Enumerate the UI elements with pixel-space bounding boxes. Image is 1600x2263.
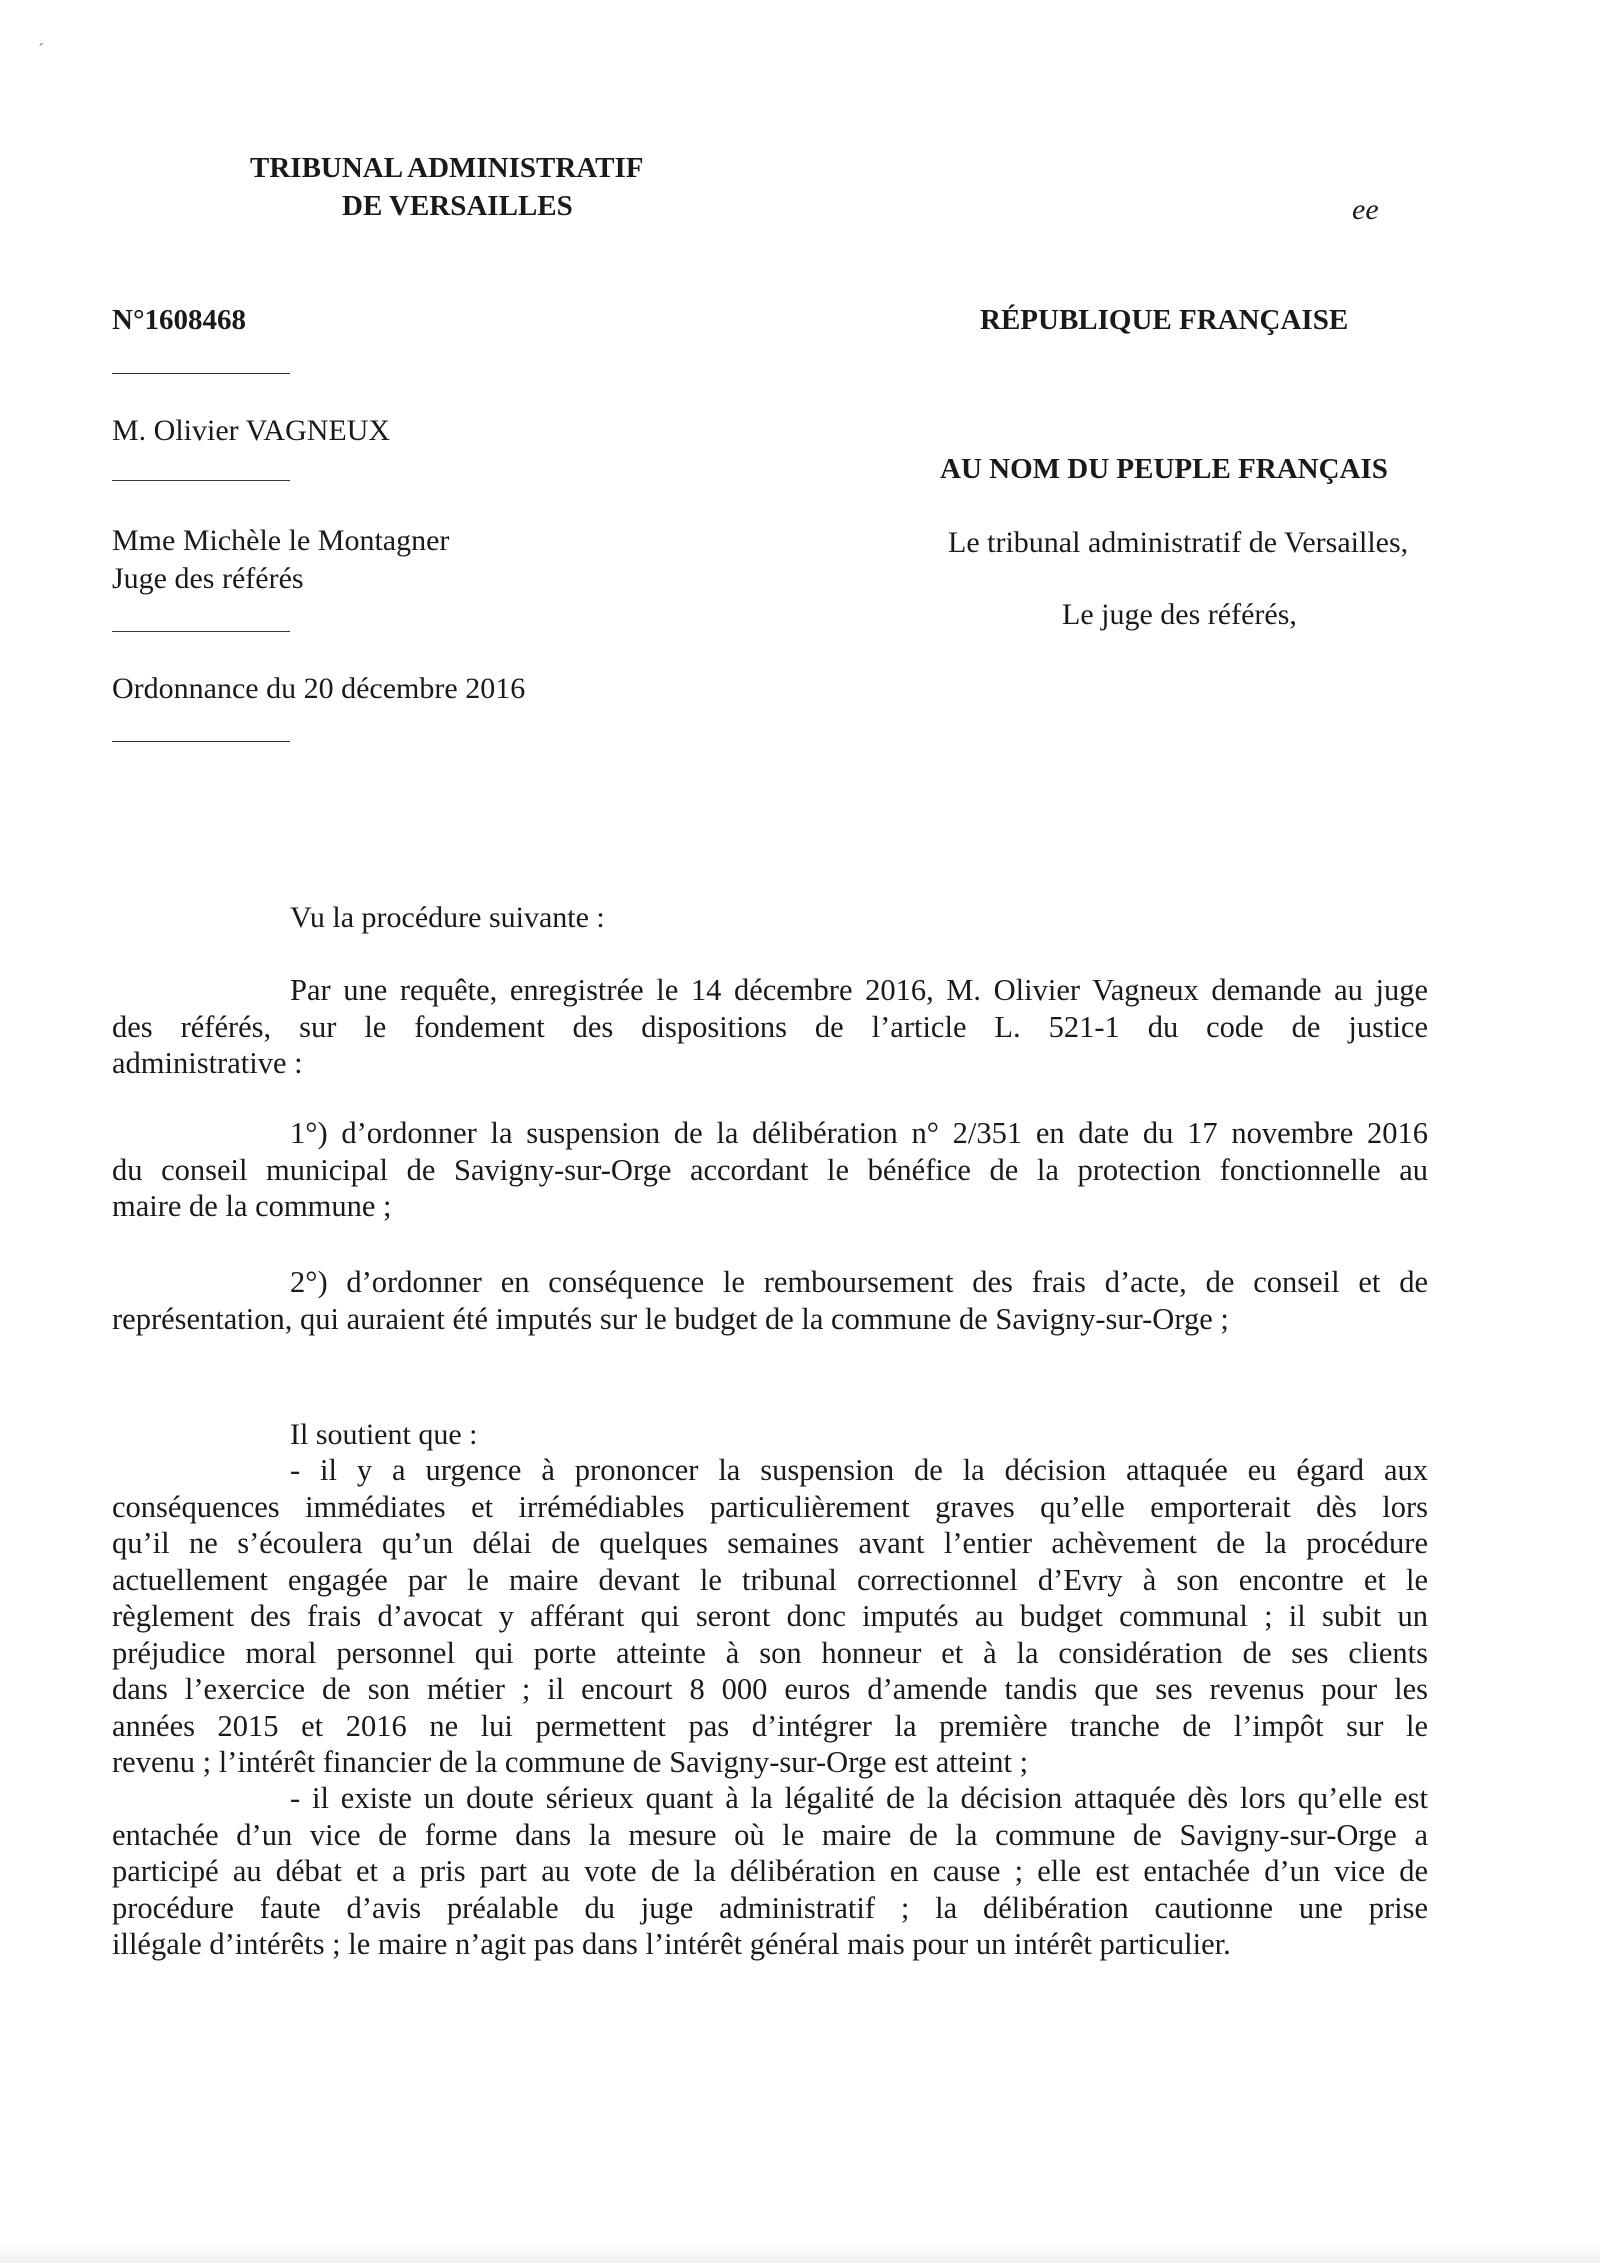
paragraph-line: actuellement engagée par le maire devant le tribunal correctionnel d’Evry à son encontre et le [112,1562,1428,1597]
paragraph-line: 2°) d’ordonner en conséquence le remboursement des frais d’acte, de conseil et de [290,1265,1428,1299]
paragraph-line: - il existe un doute sérieux quant à la légalité de la décision attaquée dès lors qu’elle est [290,1781,1428,1815]
paragraph-line: Par une requête, enregistrée le 14 décembre 2016, M. Olivier Vagneux demande au juge [290,973,1428,1007]
people-heading: AU NOM DU PEUPLE FRANÇAIS [940,453,1388,485]
paragraph-line: participé au débat et a pris part au vote de la délibération en cause ; elle est entachée d’un vice de [112,1854,1428,1888]
paragraph-line: préjudice moral personnel qui porte atteinte à son honneur et à la considération de ses clients [112,1635,1428,1670]
judge-name: Mme Michèle le Montagner [112,524,450,557]
paragraph-line: du conseil municipal de Savigny-sur-Orge accordant le bénéfice de la protection fonctionnelle au [112,1152,1428,1187]
judge-title: Juge des référés [112,562,304,595]
order-date: Ordonnance du 20 décembre 2016 [112,672,526,705]
paragraph-line: procédure faute d’avis préalable du juge administratif ; la délibération cautionne une prise [112,1890,1428,1925]
claim-item-1 [112,1115,1428,1225]
scan-speck: ´ [38,40,44,60]
separator-rule [112,480,290,481]
paragraph-line: maire de la commune ; [112,1189,392,1223]
separator-rule [112,741,290,742]
paragraph-line: qu’il ne s’écoulera qu’un délai de quelques semaines avant l’entier achèvement de la procédure [112,1526,1428,1560]
case-number: N°1608468 [112,304,247,336]
tribunal-statement: Le tribunal administratif de Versailles, [948,526,1409,559]
paragraph-line: des référés, sur le fondement des dispositions de l’article L. 521-1 du code de justice [112,1009,1428,1044]
procedure-intro: Vu la procédure suivante : [290,901,605,934]
arguments-intro: Il soutient que : [290,1418,478,1451]
paragraph-line: - il y a urgence à prononcer la suspension de la décision attaquée eu égard aux [290,1453,1428,1487]
separator-rule [112,373,290,374]
party-name: M. Olivier VAGNEUX [112,414,391,447]
judge-statement: Le juge des référés, [1062,598,1297,631]
corner-mark: ee [1352,193,1379,226]
argument-urgency [112,1452,1428,1781]
paragraph-line: règlement des frais d’avocat y afférant qui seront donc imputés au budget communal ; il subit un [112,1599,1428,1633]
republic-heading: RÉPUBLIQUE FRANÇAISE [980,304,1349,336]
paragraph-line: années 2015 et 2016 ne lui permettent pas d’intégrer la première tranche de l’impôt sur le [112,1708,1428,1743]
claim-item-2 [112,1264,1428,1337]
paragraph-line: conséquences immédiates et irrémédiables particulièrement graves qu’elle emporterait dès lors [112,1489,1428,1524]
request-paragraph [112,972,1428,1082]
paragraph-line: dans l’exercice de son métier ; il encourt 8 000 euros d’amende tandis que ses revenus pour les [112,1672,1428,1706]
court-name-line1: TRIBUNAL ADMINISTRATIF [250,152,644,184]
scan-bottom-edge [0,2243,1600,2263]
paragraph-line: représentation, qui auraient été imputés sur le budget de la commune de Savigny-sur-Orge ; [112,1301,1229,1336]
paragraph-line: 1°) d’ordonner la suspension de la délibération n° 2/351 en date du 17 novembre 2016 [290,1116,1428,1150]
paragraph-line: administrative : [112,1046,303,1080]
paragraph-line: illégale d’intérêts ; le maire n’agit pas dans l’intérêt général mais pour un intérêt particulier. [112,1927,1231,1961]
paragraph-line: entachée d’un vice de forme dans la mesure où le maire de la commune de Savigny-sur-Orge a [112,1817,1428,1852]
paragraph-line: revenu ; l’intérêt financier de la commune de Savigny-sur-Orge est atteint ; [112,1745,1029,1779]
court-name-line2: DE VERSAILLES [342,190,573,222]
separator-rule [112,631,290,632]
argument-serious-doubt [112,1780,1428,1963]
